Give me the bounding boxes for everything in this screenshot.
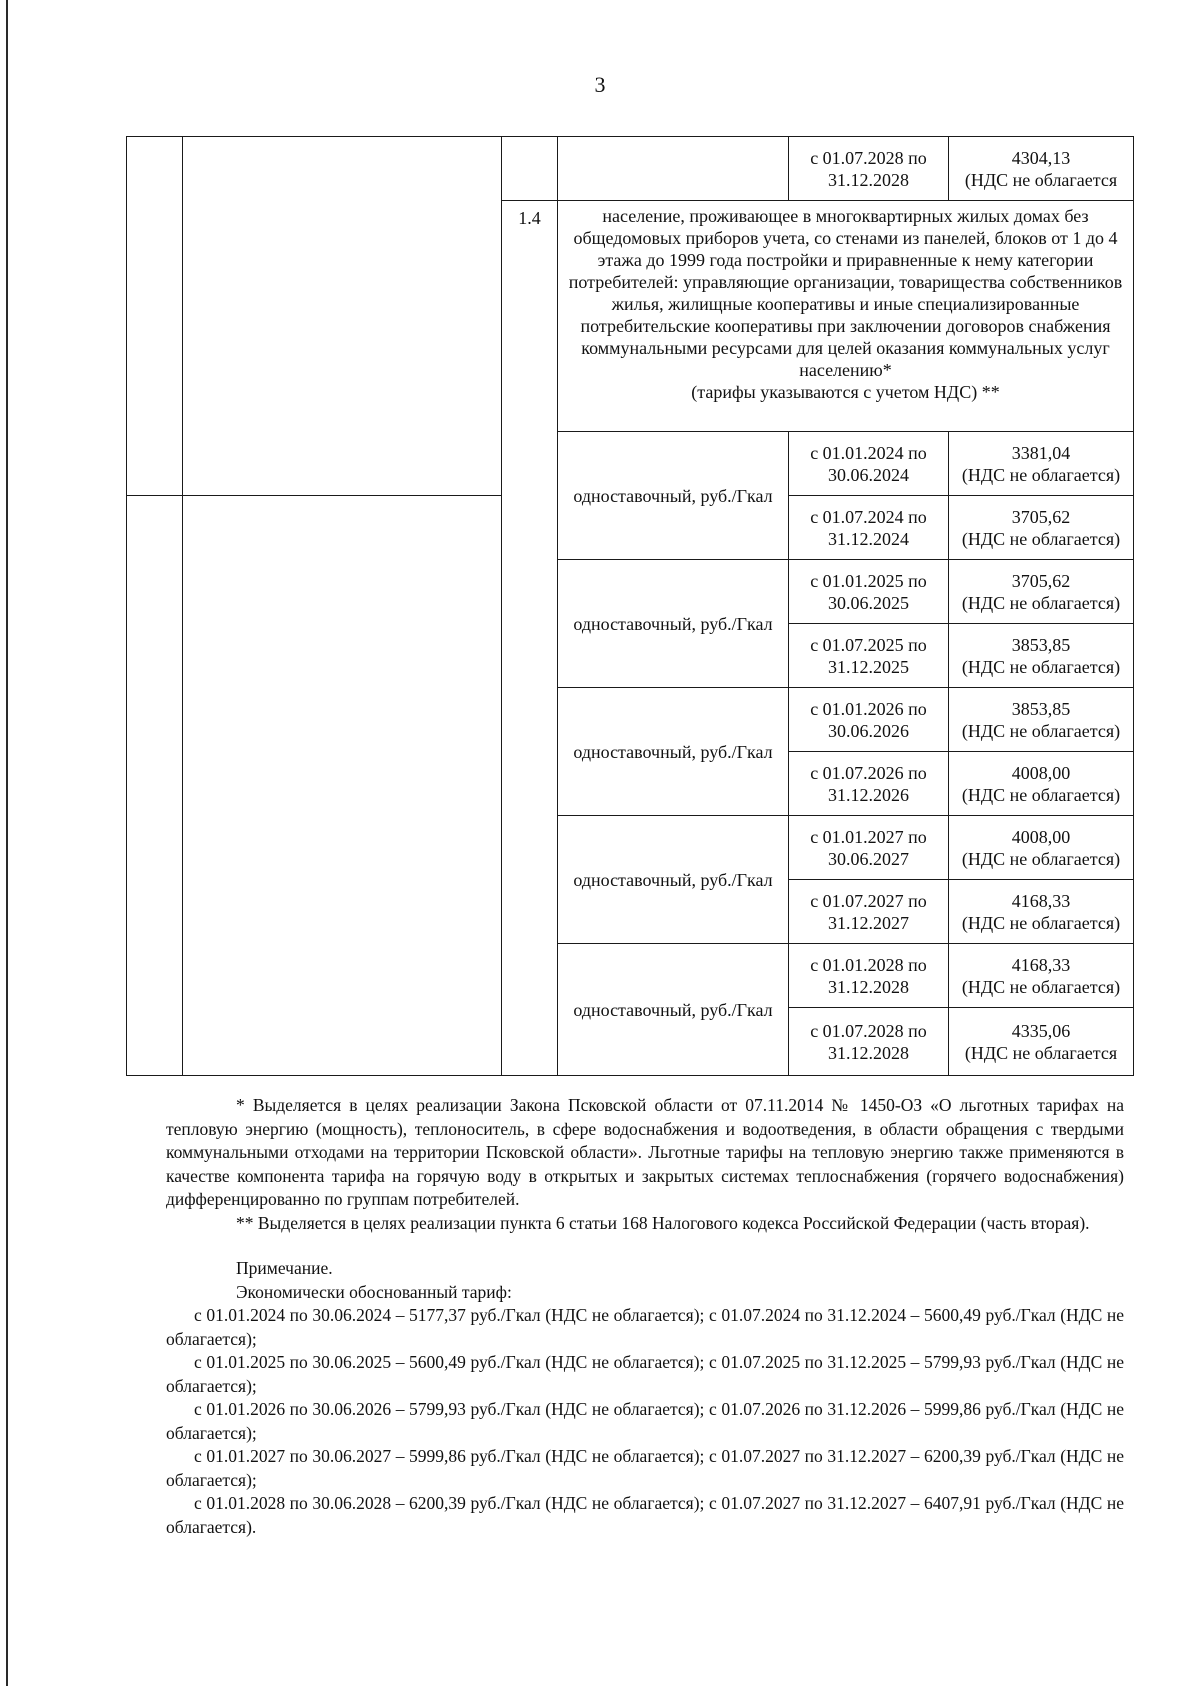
economic-rate-line: с 01.01.2024 по 30.06.2024 – 5177,37 руб./Гкал (НДС не облагается); с 01.07.2024 по 31.12.2024 – 5600,49 руб./Гкал (НДС не облагается); <box>166 1305 1124 1349</box>
vat-note: (НДС не облагается) <box>961 912 1121 933</box>
value-cell <box>949 137 1134 201</box>
tariff-table <box>126 136 1134 1076</box>
period-cell: с 01.07.2028 по 31.12.2028 <box>789 137 949 201</box>
tariff-value: 4008,00 <box>1011 762 1071 783</box>
period-cell: с 01.01.2026 по 30.06.2026 <box>789 688 949 752</box>
empty-cell <box>183 137 502 496</box>
group-description: население, проживающее в многоквартирных жилых домах без общедомовых приборов учета, со стенами из панелей, блоков от 1 до 4 этажа до 1999 года постройки и приравненные к нему категории потребителей: управляющие организации, товарищества собственников жилья, жилищные кооперативы и иные специализированные потребительские кооперативы при заключении договоров снабжения коммунальными ресурсами для целей оказания коммунальных услуг населению* <box>568 206 1123 380</box>
value-cell <box>949 624 1134 688</box>
economic-rate-line: с 01.01.2025 по 30.06.2025 – 5600,49 руб./Гкал (НДС не облагается); с 01.07.2025 по 31.12.2025 – 5799,93 руб./Гкал (НДС не облагается); <box>166 1352 1124 1396</box>
note-subheading: Экономически обоснованный тариф: <box>236 1281 512 1302</box>
economic-rate-line: с 01.01.2027 по 30.06.2027 – 5999,86 руб./Гкал (НДС не облагается); с 01.07.2027 по 31.12.2027 – 6200,39 руб./Гкал (НДС не облагается); <box>166 1446 1124 1490</box>
value-cell <box>949 752 1134 816</box>
tariff-type: одноставочный, руб./Гкал <box>558 560 789 688</box>
tariff-type: одноставочный, руб./Гкал <box>558 688 789 816</box>
value-cell <box>949 880 1134 944</box>
tariff-value: 3381,04 <box>1011 442 1071 463</box>
tariff-value: 4008,00 <box>1011 826 1071 847</box>
period-cell: с 01.01.2027 по 30.06.2027 <box>789 816 949 880</box>
tariff-value: 3853,85 <box>1011 698 1071 719</box>
tariff-value: 4168,33 <box>1011 890 1071 911</box>
tariff-type: одноставочный, руб./Гкал <box>558 944 789 1076</box>
tariff-value: 3705,62 <box>1011 570 1071 591</box>
period-cell: с 01.01.2025 по 30.06.2025 <box>789 560 949 624</box>
vat-note: (НДС не облагается) <box>961 848 1121 869</box>
vat-note: (НДС не облагается) <box>961 464 1121 485</box>
economic-rate-line: с 01.01.2026 по 30.06.2026 – 5799,93 руб./Гкал (НДС не облагается); с 01.07.2026 по 31.12.2026 – 5999,86 руб./Гкал (НДС не облагается); <box>166 1399 1124 1443</box>
value-cell <box>949 432 1134 496</box>
empty-cell <box>127 496 183 1076</box>
value-cell <box>949 496 1134 560</box>
vat-note: (НДС не облагается <box>964 1042 1118 1063</box>
note-heading: Примечание. <box>236 1258 333 1278</box>
vat-note: (НДС не облагается) <box>961 528 1121 549</box>
period-cell: с 01.01.2028 по 31.12.2028 <box>789 944 949 1008</box>
period-cell: с 01.07.2027 по 31.12.2027 <box>789 880 949 944</box>
period-cell: с 01.01.2024 по 30.06.2024 <box>789 432 949 496</box>
footnote-double-star: ** Выделяется в целях реализации пункта 6 статьи 168 Налогового кодекса Российской Федерации (часть вторая). <box>236 1212 1090 1233</box>
page-left-border <box>6 0 8 1686</box>
empty-cell <box>558 137 789 201</box>
vat-note: (НДС не облагается) <box>961 784 1121 805</box>
vat-note: (НДС не облагается <box>964 169 1118 190</box>
spacer <box>166 1235 1124 1257</box>
value-cell <box>949 1008 1134 1076</box>
empty-cell <box>127 137 183 496</box>
empty-cell <box>183 496 502 1076</box>
value-cell <box>949 944 1134 1008</box>
period-cell: с 01.07.2025 по 31.12.2025 <box>789 624 949 688</box>
empty-cell <box>502 137 558 201</box>
table-row <box>127 137 1134 201</box>
value-cell <box>949 688 1134 752</box>
vat-note: (НДС не облагается) <box>961 592 1121 613</box>
period-cell: с 01.07.2026 по 31.12.2026 <box>789 752 949 816</box>
economic-rate-line: с 01.01.2028 по 30.06.2028 – 6200,39 руб./Гкал (НДС не облагается); с 01.07.2027 по 31.12.2027 – 6407,91 руб./Гкал (НДС не облагается). <box>166 1493 1124 1537</box>
group-index: 1.4 <box>502 201 558 1076</box>
group-vat-note: (тарифы указываются с учетом НДС) ** <box>691 382 1000 402</box>
tariff-type: одноставочный, руб./Гкал <box>558 432 789 560</box>
footnote-single-star: * Выделяется в целях реализации Закона Псковской области от 07.11.2014 № 1450-ОЗ «О льготных тарифах на тепловую энергию (мощность), теплоноситель, в сфере водоснабжения и водоотведения, в области обращения с твердыми коммунальными отходами на территории Псковской области». Льготные тарифы на тепловую энергию также применяются в качестве компонента тарифа на горячую воду в открытых и закрытых системах теплоснабжения (горячего водоснабжения) дифференцированно по группам потребителей. <box>166 1095 1124 1209</box>
group-description-cell <box>558 201 1134 432</box>
value-cell <box>949 560 1134 624</box>
tariff-value: 4335,06 <box>1011 1020 1071 1041</box>
value-cell <box>949 816 1134 880</box>
period-cell: с 01.07.2024 по 31.12.2024 <box>789 496 949 560</box>
tariff-value: 4168,33 <box>1011 954 1071 975</box>
tariff-type: одноставочный, руб./Гкал <box>558 816 789 944</box>
footnotes-section <box>166 1094 1124 1539</box>
page-number: 3 <box>594 72 606 97</box>
vat-note: (НДС не облагается) <box>961 976 1121 997</box>
vat-note: (НДС не облагается) <box>961 720 1121 741</box>
period-cell: с 01.07.2028 по 31.12.2028 <box>789 1008 949 1076</box>
tariff-value: 3705,62 <box>1011 506 1071 527</box>
vat-note: (НДС не облагается) <box>961 656 1121 677</box>
tariff-value: 3853,85 <box>1011 634 1071 655</box>
tariff-value: 4304,13 <box>1011 147 1071 168</box>
